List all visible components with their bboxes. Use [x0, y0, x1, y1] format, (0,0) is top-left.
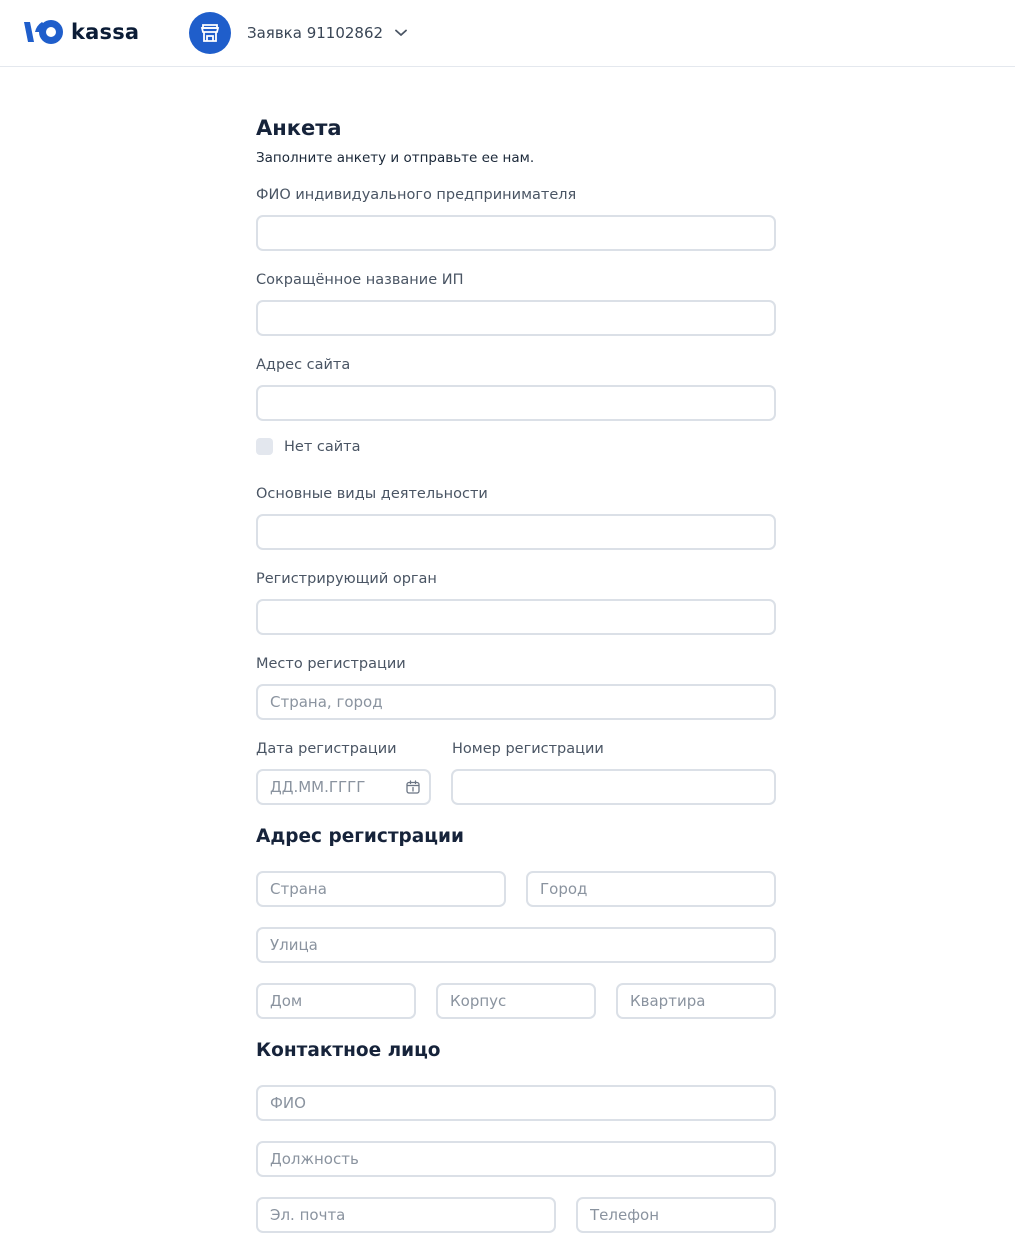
reg-number-label: Номер регистрации: [452, 741, 604, 757]
reg-date-input[interactable]: [256, 769, 431, 805]
request-label: Заявка 91102862: [247, 24, 384, 42]
activities-input[interactable]: [256, 514, 776, 550]
website-label: Адрес сайта: [256, 357, 351, 373]
street-input[interactable]: [256, 927, 776, 963]
full-name-input[interactable]: [256, 215, 776, 251]
city-input[interactable]: [526, 871, 776, 907]
activities-label: Основные виды деятельности: [256, 486, 488, 502]
reg-place-label: Место регистрации: [256, 656, 406, 672]
reg-place-input[interactable]: [256, 684, 776, 720]
email-input[interactable]: [256, 1197, 556, 1233]
yookassa-logo[interactable]: [24, 17, 139, 47]
reg-date-label: Дата регистрации: [256, 741, 397, 757]
house-input[interactable]: [256, 983, 416, 1019]
apartment-input[interactable]: [616, 983, 776, 1019]
yoomoney-logo-icon: [24, 19, 66, 45]
no-website-checkbox-row[interactable]: [256, 438, 361, 455]
top-header: [0, 0, 1015, 67]
page-title: Анкета: [256, 116, 342, 140]
calendar-icon[interactable]: [406, 780, 420, 794]
position-input[interactable]: [256, 1141, 776, 1177]
address-heading: Адрес регистрации: [256, 826, 464, 847]
page-subtitle: Заполните анкету и отправьте ее нам.: [256, 150, 535, 166]
contact-name-input[interactable]: [256, 1085, 776, 1121]
full-name-label: ФИО индивидуального предпринимателя: [256, 187, 577, 203]
registrar-input[interactable]: [256, 599, 776, 635]
short-name-input[interactable]: [256, 300, 776, 336]
logo-text: kassa: [71, 20, 140, 44]
country-input[interactable]: [256, 871, 506, 907]
phone-input[interactable]: [576, 1197, 776, 1233]
chevron-down-icon: [395, 29, 407, 37]
reg-number-input[interactable]: [451, 769, 776, 805]
contact-heading: Контактное лицо: [256, 1040, 441, 1061]
website-input[interactable]: [256, 385, 776, 421]
request-switcher[interactable]: [247, 22, 407, 44]
building-input[interactable]: [436, 983, 596, 1019]
short-name-label: Сокращённое название ИП: [256, 272, 464, 288]
no-website-checkbox[interactable]: [256, 438, 273, 455]
no-website-label: Нет сайта: [284, 438, 361, 455]
registrar-label: Регистрирующий орган: [256, 571, 437, 587]
store-icon: [199, 22, 221, 44]
shop-avatar[interactable]: [189, 12, 231, 54]
